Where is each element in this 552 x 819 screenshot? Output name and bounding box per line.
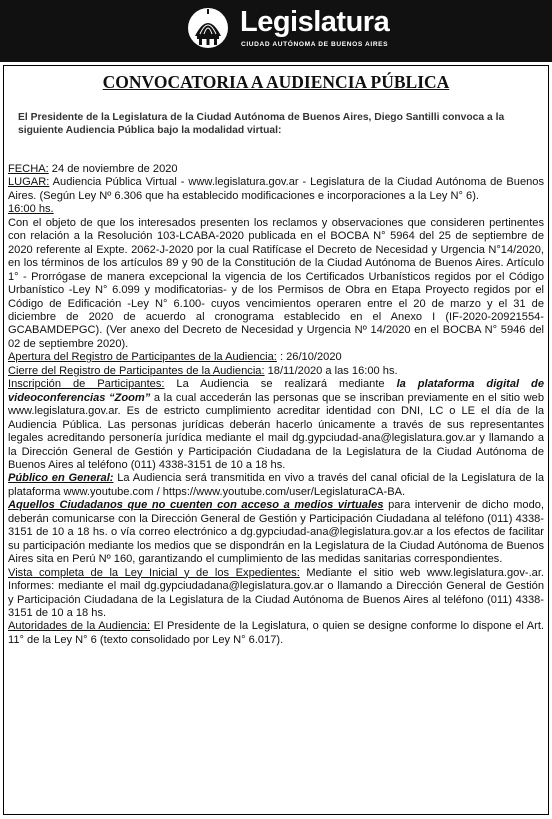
page-title: CONVOCATORIA A AUDIENCIA PÚBLICA xyxy=(102,72,450,92)
fecha-label: FECHA: xyxy=(8,163,49,175)
header-banner xyxy=(0,0,552,62)
objeto-paragraph: Con el objeto de que los interesados presenten los reclamos y observaciones que consideren pertinentes con relación a la Resolución 103-LCABA-2020 publicada en el BOCBA N° 5964 del 25 de septiembre de 2020 referente al Expte. 2062-J-2020 por la cual Ratifícase el Decreto de Necesidad y Urgencia N°14/2020, en los términos de los artículos 89 y 90 de la Constitución de la Ciudad Autónoma de Buenos Aires. Artículo 1° - Prorrógase de manera excepcional la vigencia de los Certificados Urbanísticos regidos por el Código Urbanístico -Ley N° 6.099 y modificatorias- y de los Permisos de Obra en Etapa Proyecto regidos por el Código de Edificación -Ley N° 6.100- cuyos vencimientos operaren entre el 20 de marzo y el 31 de diciembre de 2020 de acuerdo al cronograma establecido en el Anexo I (IF-2020-20921554-GCABAMDEPGC). (Ver anexo del Decreto de Necesidad y Urgencia Nº 14/2020 en el BOCBA N° 5946 del 02 de septiembre 2020). xyxy=(8,216,544,350)
publico-label: Público en General: xyxy=(8,472,114,485)
aquellos-paragraph: Aquellos Ciudadanos que no cuenten con acceso a medios virtuales para intervenir de dicho modo, deberán comunicarse con la Dirección General de Gestión y Participación Ciudadana al teléfono (011) 4338-3151 de 10 a 18 hs. o vía correo electrónico a dg.gypciudad-ana@legislatura.gov.ar a los efectos de facilitar su participación mediante los medios que se dispondrán en la Legislatura de la Ciudad Autónoma de Buenos Aires sita en Perú Nº 160, garantizando el cumplimiento de las medidas sanitarias correspondientes. xyxy=(8,499,545,566)
zoom-platform-text: la plataforma digital de videoconferencias “Zoom” xyxy=(8,378,544,404)
cierre-line xyxy=(8,365,544,378)
fecha-line xyxy=(8,163,544,176)
publico-paragraph: Público en General: La Audiencia será transmitida en vivo a través del canal oficial de la Legislatura de la plataforma www.youtube.com / https://www.youtube.com/user/LegislaturaCA-BA. xyxy=(8,472,544,498)
intro-paragraph: El Presidente de la Legislatura de la Ciudad Autónoma de Buenos Aires, Diego Santilli convoca a la siguiente Audiencia Pública bajo la modalidad virtual: xyxy=(18,112,505,136)
apertura-label: Apertura del Registro de Participantes de la Audiencia: xyxy=(8,351,277,364)
cierre-label: Cierre del Registro de Participantes de la Audiencia: xyxy=(8,364,265,377)
inscripcion-paragraph: Inscripción de Participantes: La Audiencia se realizará mediante la plataforma digital de videoconferencias “Zoom” a la cual accederán las personas que se inscriban previamente en el sitio web www.legislatura.gov.ar. Es de estricto cumplimiento acreditar identidad con DNI, LC o LE el día de la Audiencia Pública. Las personas jurídicas deberán hacerlo únicamente a través de sus representantes legales acreditando personería jurídica mediante el mail dg.gypciudad-ana@legislatura.gov.ar y llamando a la Dirección General de Gestión y Participación Ciudadana de la Legislatura de la Ciudad Autónoma de Buenos Aires al teléfono (011) 4338-3151 de 10 a 18 hs. xyxy=(8,378,544,471)
notice-body xyxy=(8,163,544,647)
autoridades-label: Autoridades de la Audiencia: xyxy=(8,620,151,633)
lugar-value: Audiencia Pública Virtual - www.legislatura.gov.ar - Legislatura de la Ciudad Autónoma de Buenos Aires. (Según Ley Nº 6.306 que ha establecido modificaciones e incorporaciones a la Ley N° 6). xyxy=(8,176,544,202)
brand-subtitle: CIUDAD AUTÓNOMA DE BUENOS AIRES xyxy=(241,41,389,48)
vista-label: Vista completa de la Ley Inicial y de los Expedientes: xyxy=(8,566,300,579)
fecha-value: 24 de noviembre de 2020 xyxy=(48,163,178,175)
hora-line xyxy=(8,203,544,216)
lugar-line xyxy=(8,176,544,203)
apertura-value: : 26/10/2020 xyxy=(276,351,342,364)
autoridades-paragraph: Autoridades de la Audiencia: El Presidente de la Legislatura, o quien se designe conforme lo dispone el Art. 11° de la Ley N° 6 (texto consolidado por Ley N° 6.017). xyxy=(8,620,545,646)
lugar-label: LUGAR: xyxy=(8,176,50,189)
aquellos-label: Aquellos Ciudadanos que no cuenten con acceso a medios virtuales xyxy=(8,499,384,512)
hora-value: 16:00 hs. xyxy=(8,203,54,216)
legislature-seal-icon xyxy=(186,6,230,50)
cierre-value: 18/11/2020 a las 16:00 hs. xyxy=(264,364,398,377)
vista-paragraph: Vista completa de la Ley Inicial y de los Expedientes: Mediante el sitio web www.legislatura.gov-.ar. Informes: mediante el mail dg.gypciudadana@legislatura.gov.ar o llamando a Dirección General de Gestión y Participación Ciudadana de la Legislatura de la Ciudad Autónoma de Buenos Aires al teléfono (011) 4338-3151 de 10 a 18 hs. xyxy=(8,566,544,619)
brand-name: Legislatura xyxy=(240,6,390,38)
apertura-line xyxy=(8,351,544,364)
inscripcion-label: Inscripción de Participantes: xyxy=(8,378,165,391)
